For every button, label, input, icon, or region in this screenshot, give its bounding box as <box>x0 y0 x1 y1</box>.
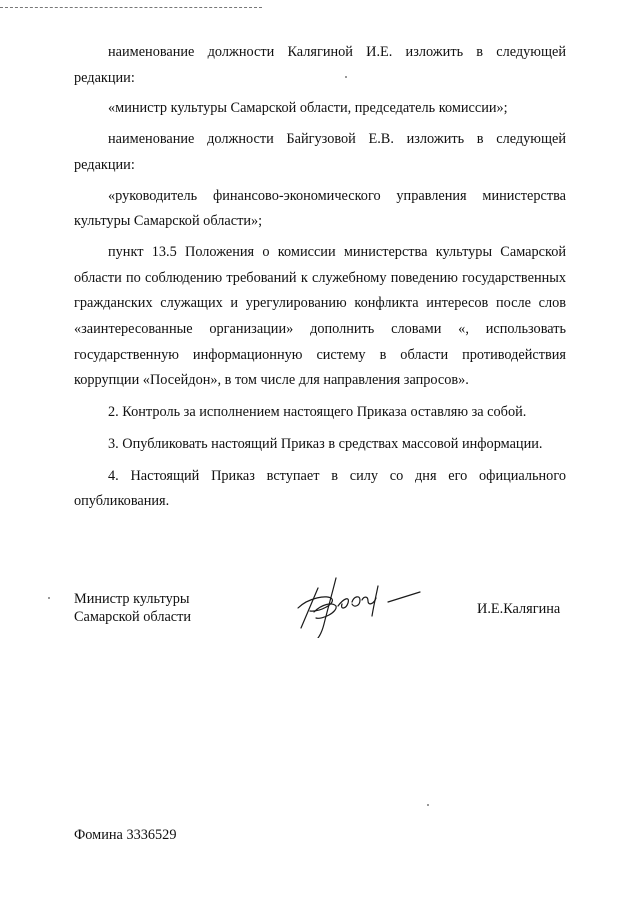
paragraph-clause-13-5: пункт 13.5 Положения о комиссии министерства культуры Самарской области по соблюдению требований к служебному поведению государственных гражданских служащих и урегулированию конфликта интересов после слов «заинтересованные организации» дополнить словами «, использовать государственную информационную систему в области противодействия коррупции «Посейдон», в том числе для направления запросов». <box>74 243 566 389</box>
handwritten-signature <box>292 568 432 638</box>
signer-position-line2: Самарской области <box>74 609 192 625</box>
scan-speck <box>427 804 429 806</box>
scan-speck <box>345 76 347 78</box>
paragraph-item-3: 3. Опубликовать настоящий Приказ в средствах массовой информации. <box>108 435 543 452</box>
paragraph-item-2: 2. Контроль за исполнением настоящего Приказа оставляю за собой. <box>108 404 527 421</box>
executor-footer: Фомина 3336529 <box>74 827 177 843</box>
paragraph-finance-head-title: «руководитель финансово-экономического управления министерства культуры Самарской области»; <box>74 187 566 230</box>
signer-position <box>74 590 191 626</box>
signer-name: И.Е.Калягина <box>477 601 561 617</box>
paragraph-item-4: 4. Настоящий Приказ вступает в силу со дня его официального опубликования. <box>74 467 566 510</box>
top-dashed-line <box>0 7 262 8</box>
paragraph-kalyagina-position: наименование должности Калягиной И.Е. изложить в следующей редакции: <box>74 44 566 86</box>
paragraph-minister-title: «министр культуры Самарской области, председатель комиссии»; <box>108 100 508 117</box>
scan-speck <box>48 597 50 599</box>
paragraph-baiguzova-position: наименование должности Байгузовой Е.В. изложить в следующей редакции: <box>74 131 566 173</box>
document-body <box>74 40 566 515</box>
signer-position-line1: Министр культуры <box>74 591 190 607</box>
